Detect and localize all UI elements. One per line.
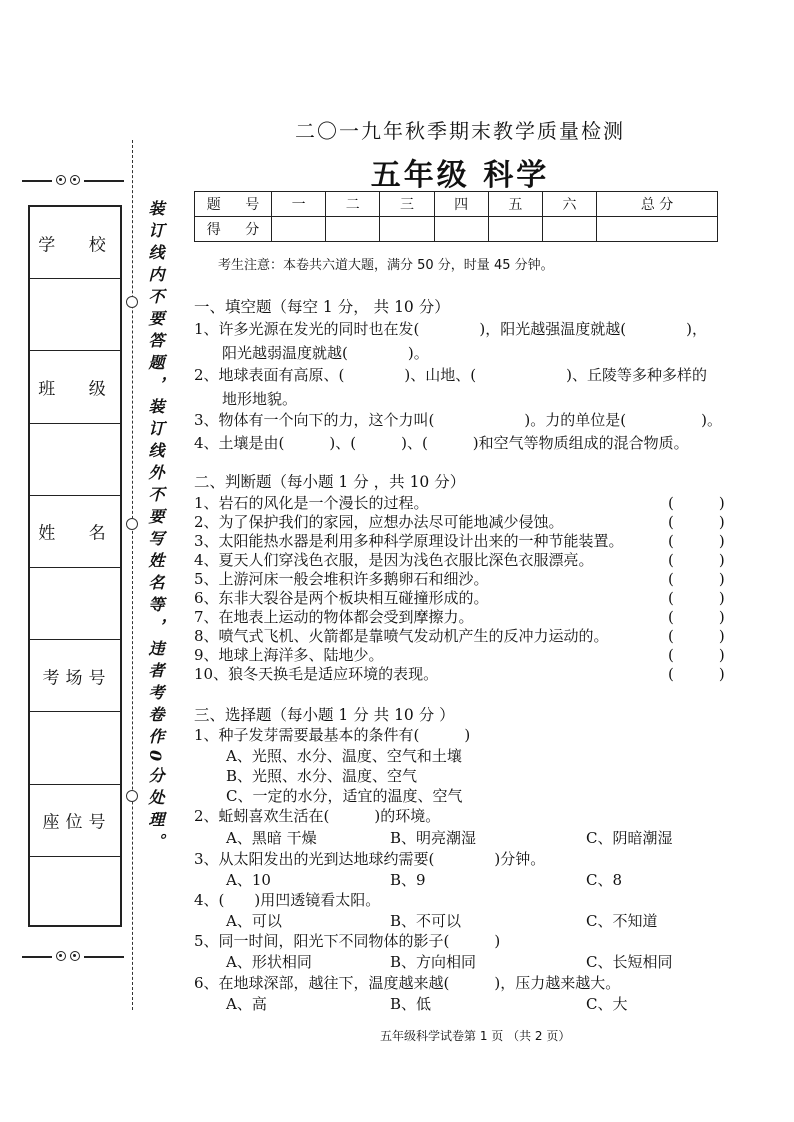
judge-question: 4、夏天人们穿浅色衣服，是因为浅色衣服比深色衣服漂亮。 (194, 551, 594, 569)
choice-option[interactable]: A、可以 (226, 912, 282, 930)
exam-title: 二〇一九年秋季期末教学质量检测 (295, 119, 625, 143)
exam-notice: 考生注意：本卷共六道大题，满分 50 分，时量 45 分钟。 (218, 258, 554, 273)
binding-line (132, 140, 133, 1010)
score-cell[interactable] (326, 217, 380, 242)
choice-question: 2、蚯蚓喜欢生活在( )的环境。 (194, 807, 441, 825)
binding-hole (126, 296, 138, 308)
school-field[interactable] (30, 279, 120, 351)
choice-option[interactable]: A、高 (226, 995, 267, 1013)
section1-title: 一、填空题（每空 1 分， 共 10 分） (194, 298, 450, 316)
choice-option[interactable]: B、明亮潮湿 (390, 829, 477, 847)
ornament-bottom (22, 950, 124, 964)
judge-answer-blank[interactable]: ( ) (668, 627, 725, 645)
class-field[interactable] (30, 424, 120, 496)
choice-option[interactable]: B、方向相同 (390, 953, 477, 971)
choice-option[interactable]: A、光照、水分、温度、空气和土壤 (226, 747, 462, 765)
fill-question: 2、地球表面有高原、( )、山地、( )、丘陵等多种多样的 (194, 366, 707, 384)
judge-question: 6、东非大裂谷是两个板块相互碰撞形成的。 (194, 589, 489, 607)
choice-option[interactable]: C、不知道 (586, 912, 658, 930)
fill-question: 4、土壤是由( )、( )、( )和空气等物质组成的混合物质。 (194, 434, 689, 452)
choice-question: 6、在地球深部，越往下，温度越来越( )，压力越来越大。 (194, 974, 621, 992)
fill-question: 1、许多光源在发光的同时也在发( )，阳光越强温度就越( )， (194, 320, 707, 338)
score-header-cell: 二 (326, 192, 380, 217)
judge-question: 10、狼冬天换毛是适应环境的表现。 (194, 665, 439, 683)
choice-option[interactable]: C、阴暗潮湿 (586, 829, 673, 847)
judge-answer-blank[interactable]: ( ) (668, 532, 725, 550)
score-cell[interactable] (542, 217, 596, 242)
choice-option[interactable]: A、黑暗 干燥 (226, 829, 317, 847)
score-table-score-row (195, 217, 718, 242)
choice-question: 5、同一时间，阳光下不同物体的影子( ) (194, 932, 501, 950)
judge-answer-blank[interactable]: ( ) (668, 589, 725, 607)
choice-option[interactable]: B、9 (390, 871, 426, 889)
judge-question: 9、地球上海洋多、陆地少。 (194, 646, 384, 664)
judge-question: 3、太阳能热水器是利用多种科学原理设计出来的一种节能装置。 (194, 532, 624, 550)
binding-hole (126, 790, 138, 802)
student-info-box (28, 205, 122, 927)
exam-room-field[interactable] (30, 712, 120, 784)
school-label-cell: 学 校 (30, 207, 120, 279)
exam-subject: 五年级 科学 (370, 158, 550, 193)
ornament-top (22, 174, 124, 188)
choice-option[interactable]: A、10 (226, 871, 271, 889)
score-header-cell: 五 (488, 192, 542, 217)
choice-option[interactable]: C、大 (586, 995, 628, 1013)
class-label-cell: 班 级 (30, 351, 120, 423)
score-cell[interactable] (272, 217, 326, 242)
seat-field[interactable] (30, 857, 120, 929)
binding-hole (126, 518, 138, 530)
judge-answer-blank[interactable]: ( ) (668, 665, 725, 683)
choice-option[interactable]: B、低 (390, 995, 432, 1013)
score-cell[interactable] (488, 217, 542, 242)
score-cell[interactable] (434, 217, 488, 242)
section3-title: 三、选择题（每小题 1 分 共 10 分 ） (194, 706, 455, 724)
name-label-cell: 姓 名 (30, 496, 120, 568)
score-header-cell: 六 (542, 192, 596, 217)
judge-answer-blank[interactable]: ( ) (668, 494, 725, 512)
judge-answer-blank[interactable]: ( ) (668, 608, 725, 626)
score-row-label: 得 分 (195, 217, 272, 242)
binding-warning-text: 装订线内不要答题，装订线外不要写姓名等，违者考卷作0分处理。 (146, 200, 165, 856)
score-header-cell: 三 (380, 192, 434, 217)
choice-question: 3、从太阳发出的光到达地球约需要( )分钟。 (194, 850, 546, 868)
choice-option[interactable]: C、一定的水分，适宜的温度、空气 (226, 787, 463, 805)
score-header-cell: 四 (434, 192, 488, 217)
score-table-header-row (195, 192, 718, 217)
page-footer: 五年级科学试卷第 1 页 （共 2 页） (380, 1029, 571, 1043)
judge-answer-blank[interactable]: ( ) (668, 551, 725, 569)
judge-answer-blank[interactable]: ( ) (668, 646, 725, 664)
score-cell[interactable] (380, 217, 434, 242)
fill-question: 地形地貌。 (222, 390, 298, 408)
choice-question: 4、( )用凹透镜看太阳。 (194, 891, 381, 909)
judge-question: 2、为了保护我们的家园，应想办法尽可能地减少侵蚀。 (194, 513, 564, 531)
seat-label-cell: 座位号 (30, 785, 120, 857)
judge-answer-blank[interactable]: ( ) (668, 570, 725, 588)
choice-option[interactable]: A、形状相同 (226, 953, 312, 971)
score-cell[interactable] (597, 217, 718, 242)
judge-question: 8、喷气式飞机、火箭都是靠喷气发动机产生的反冲力运动的。 (194, 627, 609, 645)
score-table (194, 191, 718, 242)
score-header-cell: 一 (272, 192, 326, 217)
choice-option[interactable]: B、不可以 (390, 912, 462, 930)
score-header-cell: 题 号 (195, 192, 272, 217)
judge-question: 5、上游河床一般会堆积许多鹅卵石和细沙。 (194, 570, 489, 588)
judge-answer-blank[interactable]: ( ) (668, 513, 725, 531)
exam-room-label-cell: 考场号 (30, 640, 120, 712)
judge-question: 1、岩石的风化是一个漫长的过程。 (194, 494, 429, 512)
fill-question: 阳光越弱温度就越( )。 (222, 344, 429, 362)
choice-question: 1、种子发芽需要最基本的条件有( ) (194, 726, 471, 744)
judge-question: 7、在地表上运动的物体都会受到摩擦力。 (194, 608, 474, 626)
name-field[interactable] (30, 568, 120, 640)
fill-question: 3、物体有一个向下的力，这个力叫( )。力的单位是( )。 (194, 411, 722, 429)
score-header-cell: 总 分 (597, 192, 718, 217)
choice-option[interactable]: C、8 (586, 871, 623, 889)
choice-option[interactable]: B、光照、水分、温度、空气 (226, 767, 418, 785)
choice-option[interactable]: C、长短相同 (586, 953, 673, 971)
section2-title: 二、判断题（每小题 1 分 ，共 10 分） (194, 473, 466, 491)
